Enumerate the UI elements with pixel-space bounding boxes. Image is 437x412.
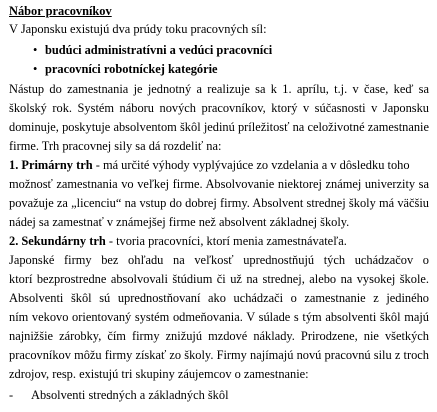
- paragraph-line: školský rok. Systém náboru nových pracovníkov, ktorý v súčasnosti v Japonsku: [9, 101, 429, 115]
- bullet-icon: •: [33, 62, 38, 76]
- paragraph-line: nádej sa zamestnať v známejšej firme než absolvent základnej školy.: [9, 215, 350, 229]
- dash-list-item: Absolventi stredných a základných škôl: [31, 388, 229, 402]
- paragraph-line: považuje za „licenciu“ na vstup do dobrej firmy. Absolvent strednej školy má väčšiu: [9, 196, 429, 210]
- section-text: - má určité výhody vyplývajúce zo vzdelania a v dôsledku toho: [92, 158, 410, 172]
- bullet-icon: •: [33, 43, 38, 57]
- paragraph-line: Japonské firmy bez ohľadu na veľkosť uprednostňujú tých uchádzačov o: [9, 253, 429, 267]
- bullet-item: pracovníci robotníckej kategórie: [45, 62, 218, 76]
- paragraph-line: ktorí bezprostredne absolvovali štúdium či už na strednej, alebo na vysokej škole.: [9, 272, 429, 286]
- paragraph-line: dominuje, poskytuje absolventom škôl jedinú príležitosť na celoživotné zamestnanie: [9, 120, 429, 134]
- document-heading: Nábor pracovníkov: [9, 4, 112, 18]
- paragraph-line: firme. Trh pracovnej sily sa dá rozdeliť na:: [9, 139, 222, 153]
- bullet-item: budúci administratívni a vedúci pracovníci: [45, 43, 273, 57]
- section-secondary-market: [9, 234, 429, 249]
- paragraph-line: možnosť zamestnania vo veľkej firme. Absolvovanie niektorej známej univerzity sa: [9, 177, 429, 191]
- intro-text: V Japonsku existujú dva prúdy toku pracovných síl:: [9, 22, 267, 36]
- section-text: - tvoria pracovníci, ktorí menia zamestnávateľa.: [105, 234, 347, 248]
- paragraph-line: najnižšie zárobky, čím firmy znižujú mzdové náklady. Prirodzene, nie všetkých: [9, 329, 429, 343]
- paragraph-line: Nástup do zamestnania je jednotný a realizuje sa k 1. aprílu, t.j. v čase, keď sa: [9, 82, 429, 96]
- section-label: 1. Primárny trh: [9, 158, 93, 172]
- section-primary-market: [9, 158, 429, 173]
- paragraph-line: Absolventi škôl sú uprednostňovaní ako uchádzači o zamestnanie z jediného: [9, 291, 429, 305]
- paragraph-line: pracovníkov môžu firmy získať zo školy. Firmy najímajú novú pracovnú silu z troch: [9, 348, 429, 362]
- section-label: 2. Sekundárny trh: [9, 234, 106, 248]
- paragraph-line: ním vekovo orientovaný systém odmeňovania. V súlade s tým absolventi škôl majú: [9, 310, 429, 324]
- dash-icon: -: [9, 388, 14, 402]
- paragraph-line: zdrojov, resp. existujú tri skupiny záujemcov o zamestnanie:: [9, 367, 309, 381]
